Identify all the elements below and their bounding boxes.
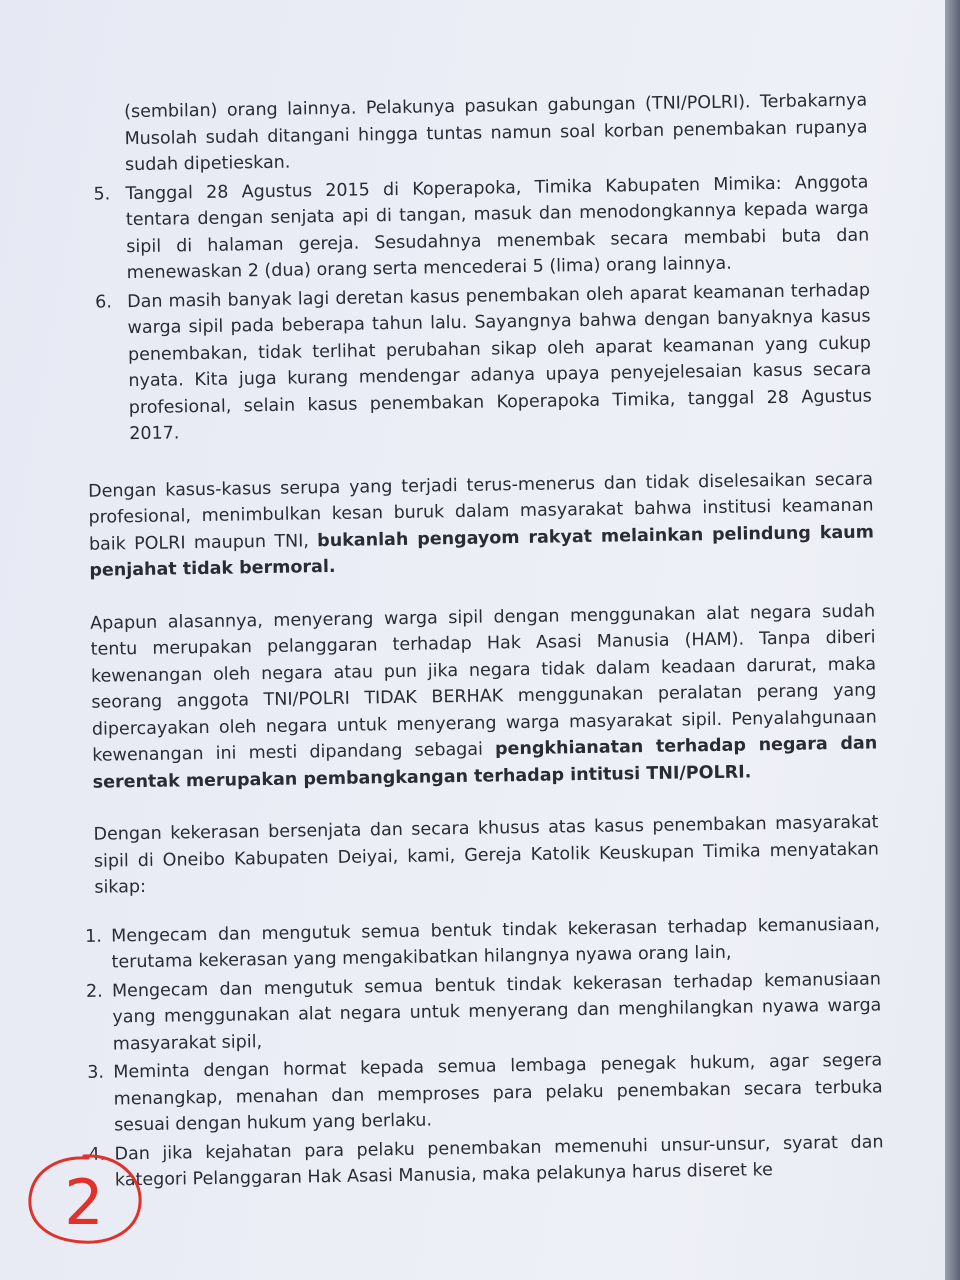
list-item-text: Mengecam dan mengutuk semua bentuk tindak kekerasan terhadap kemanusiaan, terutama kekerasan yang mengakibatkan hilangnya nyawa orang lain, [110, 913, 881, 973]
stance-list [85, 911, 884, 1194]
list-item [85, 911, 881, 976]
list-item-text: Meminta dengan hormat kepada semua lembaga penegak hukum, agar segera menangkap, menahan dan memproses para pelaku penembakan secara terbuka sesuai dengan hukum yang berlaku. [113, 1050, 883, 1136]
case-list [73, 169, 872, 448]
page-number-text: 2 [64, 1166, 104, 1239]
list-item-text: Tanggal 28 Agustus 2015 di Koperapoka, Timika Kabupaten Mimika: Anggota tentara dengan senjata api di tangan, masuk dan menodongkannya kepada warga sipil di halaman gereja. Sesudahnya menembak secara membabi buta dan menewaskan 2 (dua) orang serta mencederai 5 (lima) orang lainnya. [125, 172, 870, 284]
paragraph [90, 598, 878, 796]
list-item-text: Dan jika kejahatan para pelaku penembakan memenuhi unsur-unsur, syarat dan kategori Pelanggaran Hak Asasi Manusia, maka pelakunya harus diseret ke [114, 1131, 884, 1191]
list-number: 2. [85, 981, 103, 1002]
circled-number-mark [24, 1148, 144, 1248]
list-item [86, 966, 882, 1058]
paragraph [88, 466, 875, 584]
list-item [73, 169, 870, 287]
list-item [87, 1047, 883, 1139]
paragraph: Dengan kekerasan bersenjata dan secara khusus atas kasus penembakan masyarakat sipil di Oneibo Kabupaten Deiyai, kami, Gereja Katolik Keuskupan Timika menyatakan sikap: [93, 812, 880, 898]
list-number: 6. [95, 291, 113, 313]
list-number: 3. [87, 1062, 105, 1083]
list-item-text: Mengecam dan mengutuk semua bentuk tindak kekerasan terhadap kemanusiaan yang menggunakan alat negara untuk menyerang dan menghilangkan nyawa warga masyarakat sipil, [111, 968, 882, 1054]
paragraph-emphasis: pengkhianatan terhadap negara dan serentak merupakan pembangkangan terhadap intitusi TNI/POLRI. [92, 733, 878, 793]
list-number: 5. [93, 183, 111, 205]
list-number: 1. [84, 926, 102, 947]
list-item [88, 1129, 884, 1194]
handwritten-page-number [24, 1148, 144, 1248]
paragraph-text: Apapun alasannya, menyerang warga sipil dengan menggunakan alat negara sudah tentu merupakan pelanggaran terhadap Hak Asasi Manusia (HAM). Tanpa diberi kewenangan oleh negara atau pun jika negara tidak dalam keadaan darurat, maka seorang anggota TNI/POLRI TIDAK BERHAK menggunakan peralatan perang yang dipercayakan oleh negara untuk menyerang warga masyarakat sipil. Penyalahgunaan kewenangan ini mesti dipandang sebagai [90, 600, 877, 766]
list-number: 4. [88, 1144, 106, 1165]
list-item [75, 277, 872, 448]
paragraph-text: Dengan kasus-kasus serupa yang terjadi terus-menerus dan tidak diselesaikan secara profesional, menimbulkan kesan buruk dalam masyarakat bahwa institusi keamanan baik POLRI maupun TNI, [87, 468, 874, 555]
continued-item-text: (sembilan) orang lainnya. Pelakunya pasukan gabungan (TNI/POLRI). Terbakarnya Musolah sudah ditangani hingga tuntas namun soal korban penembakan rupanya sudah dipetieskan. [124, 90, 868, 176]
paragraph-emphasis: bukanlah pengayom rakyat melainkan pelindung kaum penjahat tidak bermoral. [89, 521, 875, 581]
page-edge [945, 0, 960, 1280]
document-body [72, 88, 884, 1197]
list-item-text: Dan masih banyak lagi deretan kasus penembakan oleh aparat keamanan terhadap warga sipil pada beberapa tahun lalu. Sayangnya bahwa dengan banyaknya kasus penembakan, tidak terlihat perubahan sikap oleh aparat keamanan yang cukup nyata. Kita juga kurang mendengar adanya upaya penyejelesaian kasus secara profesional, selain kasus penembakan Koperapoka Timika, tanggal 28 Agustus 2017. [127, 279, 872, 445]
